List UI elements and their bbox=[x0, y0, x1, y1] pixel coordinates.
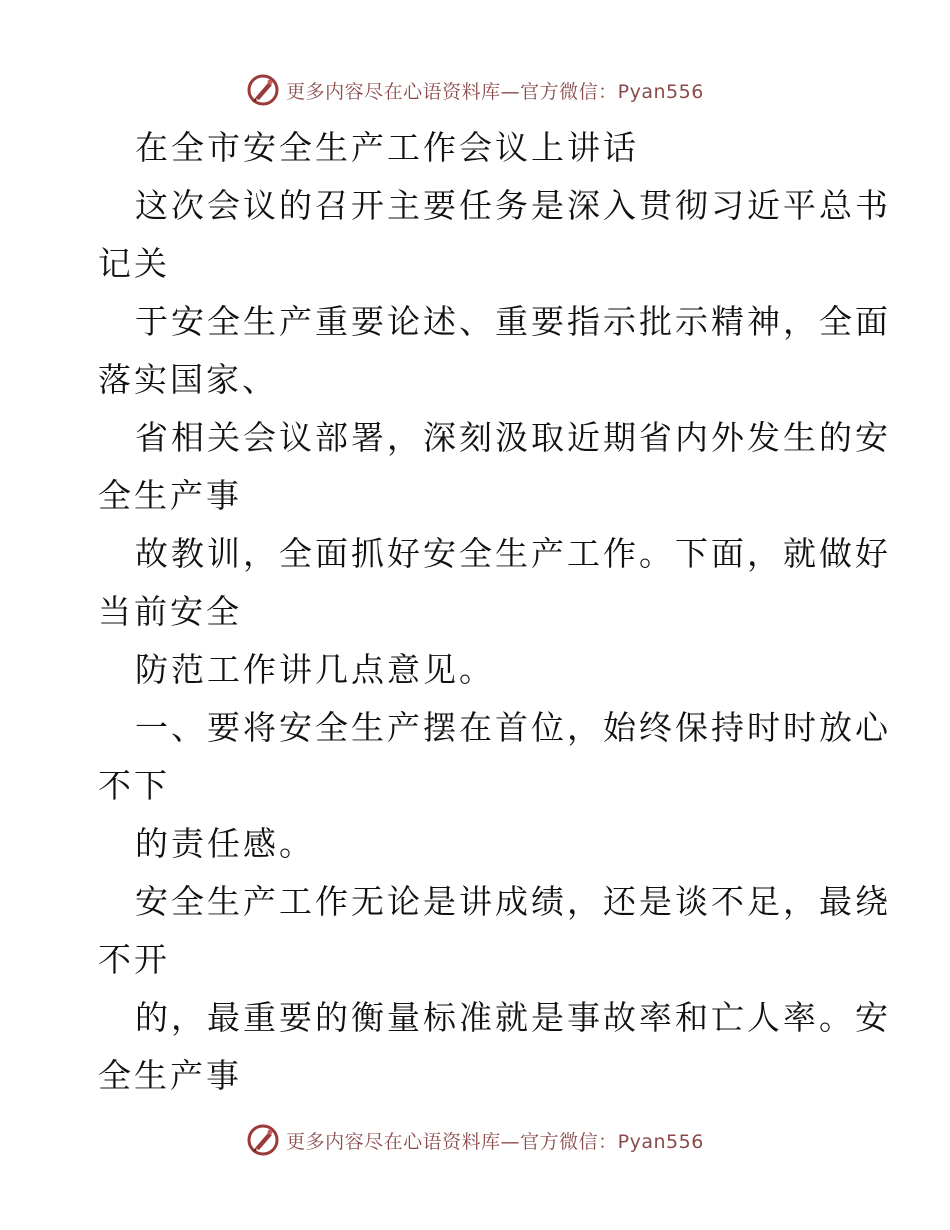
section-heading-line: 不下 bbox=[98, 766, 170, 805]
paragraph-line: 省相关会议部署，深刻汲取近期省内外发生的安 bbox=[135, 418, 891, 457]
paragraph-line: 记关 bbox=[98, 244, 170, 283]
paragraph-line: 落实国家、 bbox=[98, 360, 278, 399]
paragraph-line: 故教训，全面抓好安全生产工作。下面，就做好 bbox=[135, 534, 891, 573]
paragraph-line: 的，最重要的衡量标准就是事故率和亡人率。安 bbox=[135, 998, 891, 1037]
paragraph-line: 安全生产工作无论是讲成绩，还是谈不足，最绕 bbox=[135, 882, 891, 921]
footer-watermark bbox=[0, 1120, 950, 1160]
section-heading-line: 的责任感。 bbox=[135, 824, 315, 863]
paragraph-line: 于安全生产重要论述、重要指示批示精神，全面 bbox=[135, 302, 891, 341]
paragraph-line: 不开 bbox=[98, 940, 170, 979]
paragraph-line: 全生产事 bbox=[98, 1056, 242, 1095]
section-heading-line: 一、要将安全生产摆在首位，始终保持时时放心 bbox=[135, 708, 891, 747]
quill-pen-icon bbox=[246, 1123, 280, 1157]
watermark-text: 更多内容尽在心语资料库—官方微信：Pyan556 bbox=[286, 80, 704, 103]
document-title: 在全市安全生产工作会议上讲话 bbox=[135, 128, 639, 167]
paragraph-line: 当前安全 bbox=[98, 592, 242, 631]
paragraph-line: 全生产事 bbox=[98, 476, 242, 515]
paragraph-line: 这次会议的召开主要任务是深入贯彻习近平总书 bbox=[135, 186, 891, 225]
paragraph-line: 防范工作讲几点意见。 bbox=[135, 650, 495, 689]
watermark-text: 更多内容尽在心语资料库—官方微信：Pyan556 bbox=[286, 1130, 704, 1153]
